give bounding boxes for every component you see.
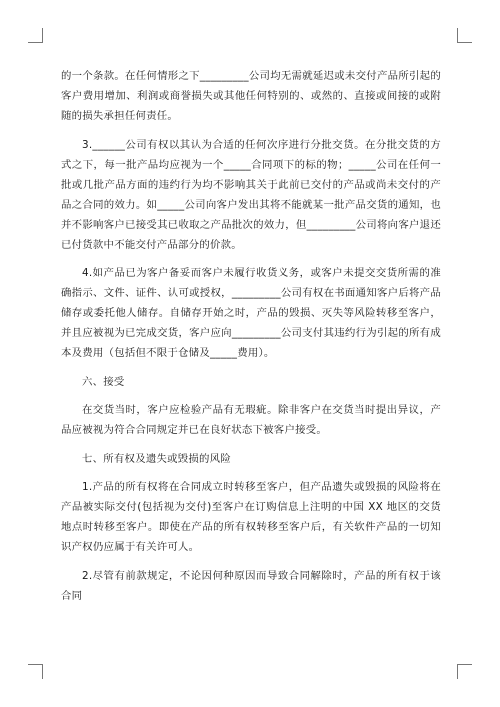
paragraph-clause-3: 3.______公司有权以其认为合适的任何次序进行分批交货。在分批交货的方式之下，每一批产品均应视为一个_____合同项下的标的物；_____公司在任何一批或几批产品方面的违约行为均不影响其关于此前已交付的产品或尚未交付的产品之合同的效力。如_____公司向客户发出其将不能就某一批产品交货的通知，也并不影响客户已接受其已收取之产品批次的效力，但_________公司将向客户退还已付货款中不能交付产品部分的价款。 xyxy=(61,138,441,251)
section-heading-ownership: 七、所有权及遗失或毁损的风险 xyxy=(82,452,231,465)
paragraph-ownership-2: 2.尽管有前款规定，不论因何种原因而导致合同解除时，产品的所有权于该合同 xyxy=(61,569,441,602)
paragraph-clause-4: 4.如产品已为客户备妥而客户未履行收货义务，或客户未提交交货所需的准确指示、文件、证件、认可或授权，_________公司有权在书面通知客户后将产品储存或委托他人储存。自储存开始之时，产品的毁损、灭失等风险转移至客户，并且应被视为已完成交货，客户应向_________公司支付其违约行为引起的所有成本及费用（包括但不限于仓储及_____费用）。 xyxy=(61,267,441,359)
crop-mark-bottom-left xyxy=(28,664,43,679)
crop-mark-bottom-right xyxy=(457,664,472,679)
crop-mark-top-right xyxy=(457,28,472,43)
paragraph-ownership-1: 1.产品的所有权将在合同成立时转移至客户，但产品遗失或毁损的风险将在产品被实际交付(包括视为交付)至客户在订购信息上注明的中国 XX 地区的交货地点时转移至客户。即使在产品的所有权转移至客户后，有关软件产品的一切知识产权仍应属于有关许可人。 xyxy=(61,481,441,553)
section-heading-acceptance: 六、接受 xyxy=(82,375,125,388)
crop-mark-top-left xyxy=(28,28,43,43)
paragraph-continuation: 的一个条款。在任何情形之下_________公司均无需就延迟或未交付产品所引起的客户费用增加、利润或商誉损失或其他任何特别的、或然的、直接或间接的或附随的损失承担任何责任。 xyxy=(61,70,441,122)
paragraph-acceptance: 在交货当时，客户应检验产品有无瑕疵。除非客户在交货当时提出异议，产品应被视为符合合同规定并已在良好状态下被客户接受。 xyxy=(61,404,441,436)
document-page xyxy=(61,66,441,614)
